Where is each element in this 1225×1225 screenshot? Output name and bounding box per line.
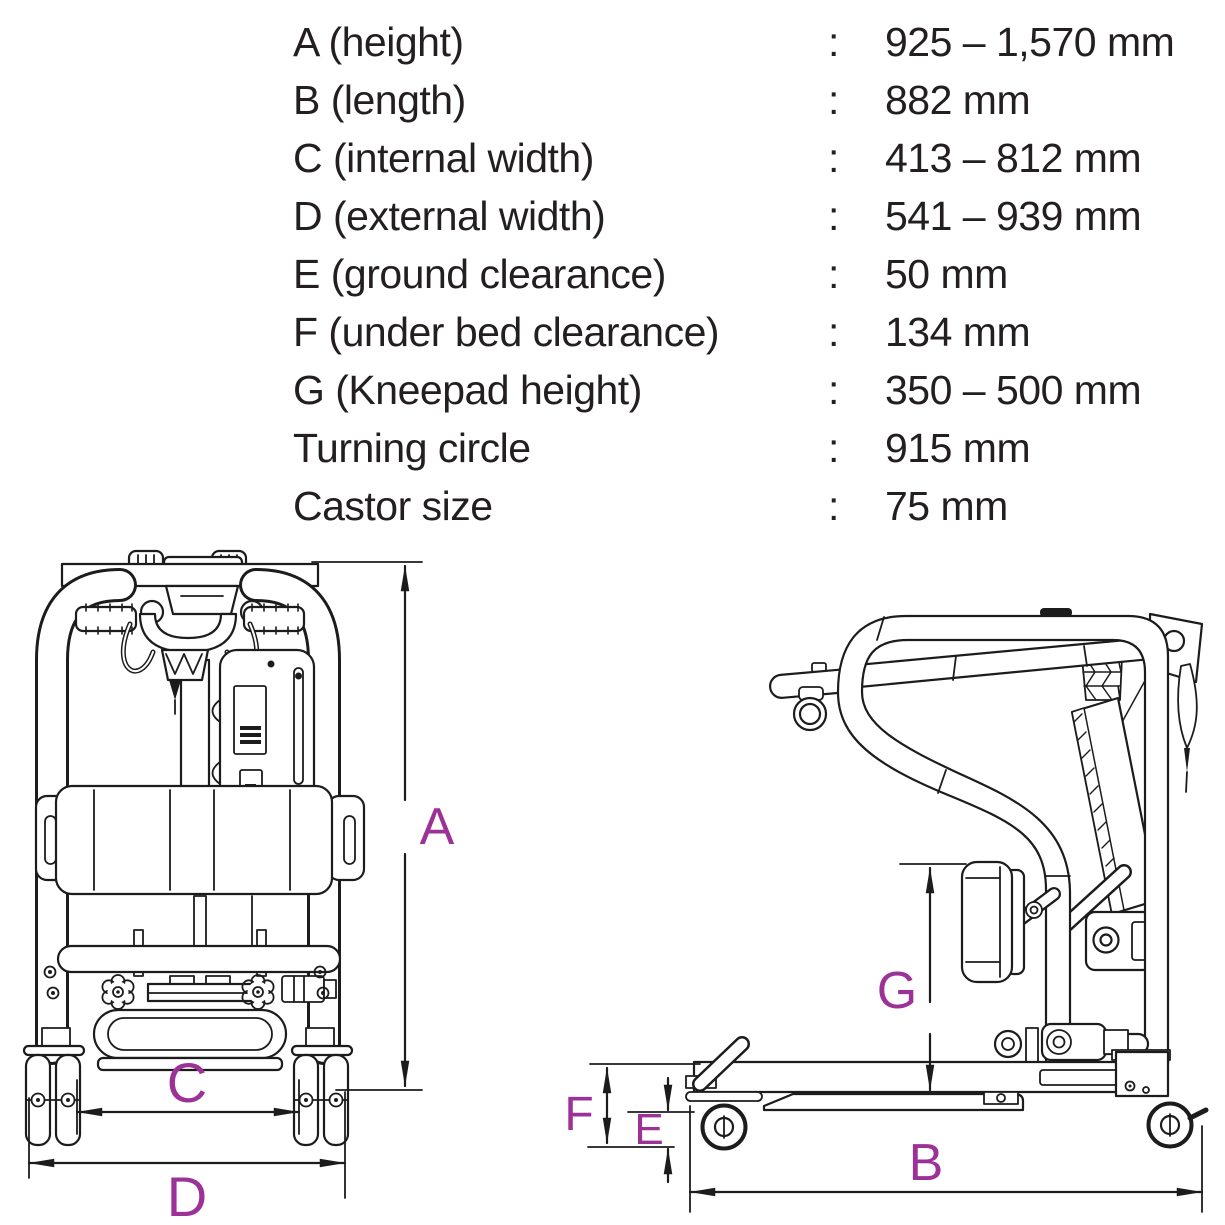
spec-separator: : <box>828 482 839 529</box>
dimension-label-a: A <box>419 798 455 856</box>
castor-right <box>292 1028 352 1145</box>
lower-crossbar <box>58 946 340 972</box>
spec-separator: : <box>828 18 839 65</box>
spec-row-b-length <box>293 71 1208 129</box>
spec-value: 50 mm <box>885 250 1008 297</box>
spec-value: 915 mm <box>885 424 1031 471</box>
spec-row-f-under-bed-clearance <box>293 303 1208 361</box>
spec-separator: : <box>828 424 839 471</box>
wheel-rear <box>1149 1104 1207 1147</box>
spec-table <box>293 13 1208 535</box>
spec-row-g-kneepad-height <box>293 361 1208 419</box>
spec-value: 413 – 812 mm <box>885 134 1142 181</box>
sling-hook-icon <box>794 687 826 730</box>
spec-separator: : <box>828 250 839 297</box>
mast-column <box>181 660 209 804</box>
kneepad-side <box>962 862 1054 982</box>
dimension-f <box>564 1064 700 1147</box>
spec-row-d-external-width <box>293 187 1208 245</box>
wheel-front <box>703 1106 746 1149</box>
kneepad-front <box>36 786 364 894</box>
spec-value: 925 – 1,570 mm <box>885 18 1175 65</box>
leg-adjuster-plate <box>148 976 252 1001</box>
u-handle <box>140 614 236 652</box>
spec-value: 350 – 500 mm <box>885 366 1142 413</box>
spec-row-a-height <box>293 13 1208 71</box>
spec-label: B (length) <box>293 76 466 123</box>
spec-label: D (external width) <box>293 192 606 239</box>
spec-label: A (height) <box>293 18 464 65</box>
spec-label: C (internal width) <box>293 134 594 181</box>
base-leg <box>686 1024 1170 1110</box>
spec-label: Castor size <box>293 482 493 529</box>
spec-row-turning-circle <box>293 419 1208 477</box>
spec-value: 134 mm <box>885 308 1031 355</box>
spec-label: G (Kneepad height) <box>293 366 642 413</box>
spec-value: 75 mm <box>885 482 1008 529</box>
front-view-drawing <box>24 551 455 1225</box>
spec-row-c-internal-width <box>293 129 1208 187</box>
spec-label: Turning circle <box>293 424 531 471</box>
castor-left <box>24 1028 84 1145</box>
side-view-drawing <box>564 608 1206 1212</box>
star-knob-right <box>242 975 273 1009</box>
star-knob-left <box>102 975 133 1009</box>
dimension-label-e: E <box>634 1105 664 1154</box>
spec-separator: : <box>828 192 839 239</box>
spec-row-castor-size <box>293 477 1208 535</box>
spec-separator: : <box>828 366 839 413</box>
dimension-label-b: B <box>908 1134 944 1192</box>
dimension-label-c: C <box>166 1051 208 1114</box>
spec-value: 541 – 939 mm <box>885 192 1142 239</box>
spec-value: 882 mm <box>885 76 1031 123</box>
spec-separator: : <box>828 308 839 355</box>
dimension-label-g: G <box>876 962 918 1020</box>
dimension-e <box>628 1078 694 1182</box>
spec-row-e-ground-clearance <box>293 245 1208 303</box>
dimension-label-f: F <box>564 1088 594 1141</box>
dimension-g <box>877 864 966 1090</box>
spec-separator: : <box>828 76 839 123</box>
spec-separator: : <box>828 134 839 181</box>
dimension-b <box>690 1106 1202 1212</box>
spec-label: F (under bed clearance) <box>293 308 720 355</box>
dimension-diagrams <box>0 540 1225 1225</box>
dimension-label-d: D <box>166 1165 208 1225</box>
spec-label: E (ground clearance) <box>293 250 666 297</box>
